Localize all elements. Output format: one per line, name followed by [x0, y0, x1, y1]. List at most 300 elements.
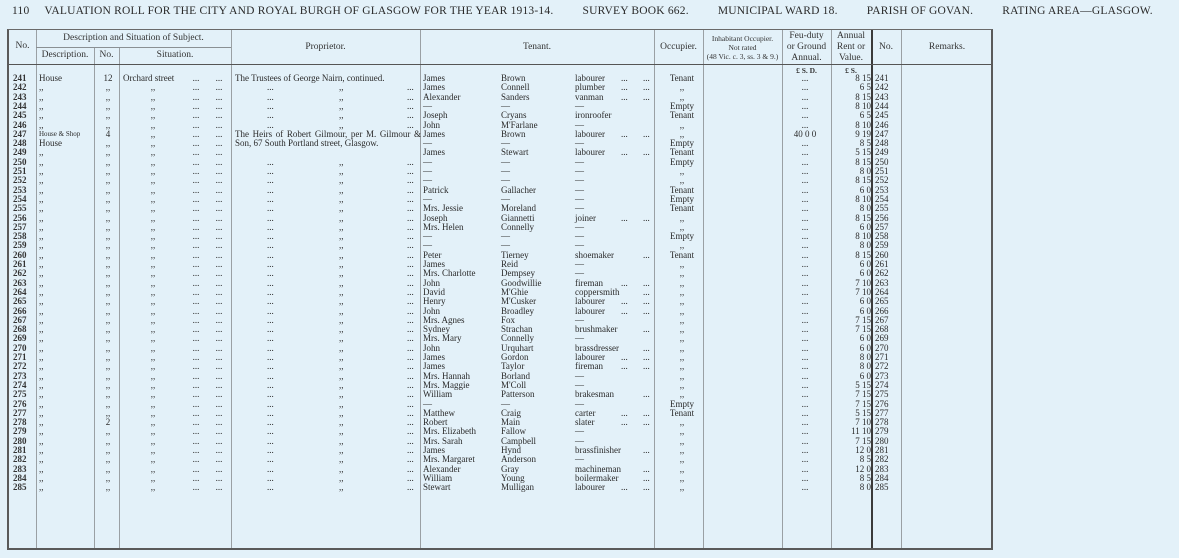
- dot-leader: ...: [643, 91, 650, 102]
- dot-leader: ...: [215, 296, 223, 307]
- dot-leader: ...: [215, 184, 223, 195]
- proprietor-ditto: ...: [267, 342, 274, 353]
- tenant-first-name: Mrs. Jessie: [423, 203, 463, 214]
- occupier-status: ,,: [679, 212, 685, 223]
- dot-leader: ...: [215, 472, 223, 483]
- header-occupier: Occupier.: [660, 42, 697, 52]
- tenant-occupation: —: [575, 314, 584, 325]
- dot-leader: ...: [192, 268, 200, 279]
- header-feu-line2: or Ground: [786, 42, 827, 52]
- proprietor-ditto: ...: [407, 259, 414, 269]
- tenant-first-name: Peter: [423, 249, 442, 260]
- description: ,,: [39, 417, 44, 428]
- row-number-right: 270: [875, 342, 889, 353]
- annual-rent: 8 0: [859, 352, 871, 362]
- proprietor-heirs-gilmour: The Heirs of Robert Gilmour, per M. Gilmour & Son, 67 South Portland street, Glasgow.: [235, 128, 421, 149]
- proprietor-ditto: ...: [407, 352, 414, 362]
- header-proprietor: Proprietor.: [305, 42, 346, 52]
- dot-leader: ...: [192, 240, 200, 251]
- proprietor-ditto: ...: [267, 175, 274, 186]
- dot-leader: ...: [621, 352, 628, 362]
- row-number: 255: [13, 203, 27, 214]
- dot-leader: ...: [621, 91, 628, 102]
- dot-leader: ...: [621, 277, 628, 288]
- row-number: 272: [13, 361, 27, 372]
- house-number: ,,: [105, 203, 111, 214]
- proprietor-ditto: ...: [407, 193, 414, 204]
- annual-rent: 5 15: [855, 147, 871, 158]
- feu-duty: ...: [801, 249, 809, 260]
- header-feu-duty: [782, 31, 831, 64]
- dot-leader: ...: [643, 324, 650, 335]
- house-number: ,,: [105, 463, 111, 474]
- description: ,,: [39, 175, 44, 186]
- situation: ,,: [150, 296, 156, 307]
- dot-leader: ...: [192, 333, 200, 344]
- row-number: 259: [13, 240, 27, 251]
- table-row: [9, 121, 991, 130]
- situation: ,,: [150, 426, 156, 437]
- house-number: ,,: [105, 82, 111, 93]
- house-number: ,,: [105, 175, 111, 186]
- situation: ,,: [150, 166, 156, 176]
- feu-duty: ...: [801, 454, 809, 465]
- table-row: [9, 241, 991, 250]
- header-rent-line3: Value.: [838, 53, 863, 63]
- proprietor-ditto: ,,: [339, 221, 344, 232]
- dot-leader: ...: [215, 193, 223, 204]
- tenant-occupation: labourer: [575, 305, 605, 316]
- dot-leader: ...: [192, 445, 200, 455]
- row-number-right: 267: [875, 314, 889, 325]
- proprietor-ditto: ,,: [339, 407, 344, 418]
- row-number: 275: [13, 389, 27, 400]
- tenant-first-name: James: [423, 352, 445, 362]
- tenant-first-name: Joseph: [423, 110, 448, 121]
- situation: ,,: [150, 184, 156, 195]
- proprietor-ditto: ...: [267, 156, 274, 167]
- row-number: 268: [13, 324, 27, 335]
- feu-duty: ...: [801, 175, 809, 186]
- row-number-right: 281: [875, 445, 889, 455]
- tenant-first-name: —: [423, 100, 432, 111]
- dot-leader: ...: [192, 128, 200, 139]
- proprietor-ditto: ...: [407, 407, 414, 418]
- tenant-occupation: —: [575, 398, 584, 409]
- situation: ,,: [150, 333, 156, 344]
- tenant-first-name: James: [423, 147, 445, 158]
- row-number: 276: [13, 398, 27, 409]
- proprietor-ditto: ,,: [339, 100, 344, 111]
- annual-rent: 7 10: [855, 417, 871, 428]
- dot-leader: ...: [215, 333, 223, 344]
- occupier-status: ,,: [679, 221, 685, 232]
- row-number: 261: [13, 259, 27, 269]
- tenant-occupation: brassdresser: [575, 342, 619, 353]
- description: ,,: [39, 249, 44, 260]
- row-number-right: 261: [875, 259, 889, 269]
- dot-leader: ...: [643, 296, 650, 307]
- tenant-occupation: coppersmith: [575, 286, 620, 297]
- tenant-first-name: Robert: [423, 417, 448, 428]
- row-number: 258: [13, 231, 27, 242]
- description: ,,: [39, 324, 44, 335]
- annual-rent: 7 15: [855, 389, 871, 400]
- annual-rent: 7 10: [855, 277, 871, 288]
- occupier-status: Tenant: [669, 249, 695, 260]
- row-number-right: 245: [875, 110, 889, 121]
- header-feu-line3: Annual.: [791, 53, 822, 63]
- tenant-first-name: James: [423, 128, 445, 139]
- dot-leader: ...: [192, 286, 200, 297]
- dot-leader: ...: [192, 119, 200, 130]
- dot-leader: ...: [192, 82, 200, 93]
- description: ,,: [39, 110, 44, 121]
- proprietor-ditto: ,,: [339, 277, 344, 288]
- dot-leader: ...: [192, 314, 200, 325]
- tenant-first-name: Joseph: [423, 212, 448, 223]
- tenant-surname: —: [501, 138, 510, 149]
- feu-duty: ...: [801, 156, 809, 167]
- tenant-first-name: —: [423, 193, 432, 204]
- annual-rent: 8 5: [859, 138, 871, 149]
- description: ,,: [39, 472, 44, 483]
- annual-rent: 6 0: [859, 333, 871, 344]
- description: House & Shop: [39, 129, 81, 138]
- row-number-right: 249: [875, 147, 889, 158]
- tenant-occupation: —: [575, 119, 584, 130]
- dot-leader: ...: [621, 407, 628, 418]
- dot-leader: ...: [192, 221, 200, 232]
- annual-rent: 5 15: [855, 407, 871, 418]
- proprietor-ditto: ...: [267, 82, 274, 93]
- description: ,,: [39, 454, 44, 465]
- situation: ,,: [150, 352, 156, 362]
- occupier-status: Tenant: [669, 203, 695, 214]
- situation: ,,: [150, 193, 156, 204]
- proprietor-ditto: ...: [407, 231, 414, 242]
- proprietor-ditto: ...: [407, 435, 414, 446]
- proprietor-ditto: ,,: [339, 333, 344, 344]
- situation: Orchard street: [123, 73, 175, 83]
- feu-duty: ...: [801, 268, 809, 279]
- tenant-surname: Gordon: [501, 352, 529, 362]
- dot-leader: ...: [643, 389, 650, 400]
- tenant-first-name: Mrs. Sarah: [423, 435, 463, 446]
- description: ,,: [39, 203, 44, 214]
- tenant-occupation: —: [575, 259, 584, 269]
- tenant-first-name: James: [423, 73, 445, 83]
- tenant-first-name: Alexander: [423, 91, 461, 102]
- dot-leader: ...: [192, 259, 200, 269]
- row-number: 282: [13, 454, 27, 465]
- dot-leader: ...: [192, 342, 200, 353]
- row-number-right: 263: [875, 277, 889, 288]
- tenant-first-name: —: [423, 175, 432, 186]
- table-row: [9, 483, 991, 492]
- dot-leader: ...: [192, 203, 200, 214]
- annual-rent: 7 15: [855, 435, 871, 446]
- situation: ,,: [150, 324, 156, 335]
- dot-leader: ...: [621, 212, 628, 223]
- tenant-occupation: labourer: [575, 128, 605, 139]
- annual-rent: 6 0: [859, 259, 871, 269]
- proprietor-ditto: ...: [267, 333, 274, 344]
- occupier-status: ,,: [679, 417, 685, 428]
- table-row: [9, 316, 991, 325]
- row-number-right: 242: [875, 82, 889, 93]
- dot-leader: ...: [192, 193, 200, 204]
- table-row: [9, 325, 991, 334]
- proprietor-ditto: ...: [267, 91, 274, 102]
- description: ,,: [39, 286, 44, 297]
- house-number: ,,: [105, 296, 111, 307]
- row-number: 265: [13, 296, 27, 307]
- header-annual-rent: [831, 31, 871, 64]
- row-number-right: 265: [875, 296, 889, 307]
- row-number: 257: [13, 221, 27, 232]
- proprietor-ditto: ...: [407, 314, 414, 325]
- feu-duty: ...: [801, 463, 809, 474]
- table-row: [9, 344, 991, 353]
- occupier-status: ,,: [679, 277, 685, 288]
- tenant-surname: Campbell: [501, 435, 536, 446]
- header-house-no: No.: [99, 50, 114, 60]
- dot-leader: ...: [215, 138, 223, 149]
- tenant-surname: —: [501, 100, 510, 111]
- tenant-surname: —: [501, 231, 510, 242]
- row-number-right: 241: [875, 73, 889, 83]
- dot-leader: ...: [215, 342, 223, 353]
- tenant-first-name: Mrs. Elizabeth: [423, 426, 476, 437]
- occupier-status: ,,: [679, 426, 685, 437]
- description: ,,: [39, 259, 44, 269]
- row-number-right: 282: [875, 454, 889, 465]
- house-number: ,,: [105, 370, 111, 381]
- house-number: ,,: [105, 472, 111, 483]
- header-inhabitant-line1: Inhabitant Occupier.: [711, 34, 774, 43]
- tenant-occupation: —: [575, 426, 584, 437]
- header-description: Description.: [41, 50, 89, 60]
- table-row: [9, 251, 991, 260]
- proprietor-ditto: ...: [267, 352, 274, 362]
- header-feu-line1: Feu-duty: [789, 31, 824, 41]
- occupier-status: ,,: [679, 296, 685, 307]
- proprietor-ditto: ...: [267, 379, 274, 390]
- dot-leader: ...: [215, 249, 223, 260]
- table-row: [9, 381, 991, 390]
- annual-rent: 8 15: [855, 91, 871, 102]
- occupier-status: ,,: [679, 435, 685, 446]
- dot-leader: ...: [192, 166, 200, 176]
- dot-leader: ...: [192, 184, 200, 195]
- table-row: [9, 260, 991, 269]
- table-row: [9, 269, 991, 278]
- house-number: ,,: [105, 305, 111, 316]
- proprietor-ditto: ...: [267, 417, 274, 428]
- row-number-right: 279: [875, 426, 889, 437]
- proprietor-ditto: ,,: [339, 426, 344, 437]
- proprietor-ditto: ...: [267, 100, 274, 111]
- house-number: ,,: [105, 212, 111, 223]
- tenant-occupation: plumber: [575, 82, 605, 93]
- tenant-first-name: James: [423, 361, 445, 372]
- dot-leader: ...: [192, 277, 200, 288]
- situation: ,,: [150, 286, 156, 297]
- feu-duty: ...: [801, 389, 809, 400]
- tenant-surname: Connelly: [501, 221, 534, 232]
- occupier-status: Tenant: [669, 184, 695, 195]
- description: House: [39, 138, 62, 149]
- proprietor-ditto: ,,: [339, 314, 344, 325]
- feu-duty: ...: [801, 82, 809, 93]
- annual-rent: 8 5: [859, 472, 871, 483]
- annual-rent: 6 0: [859, 342, 871, 353]
- table-row: [9, 204, 991, 213]
- row-number: 246: [13, 119, 27, 130]
- dot-leader: ...: [215, 352, 223, 362]
- description: ,,: [39, 296, 44, 307]
- house-number: ,,: [105, 240, 111, 251]
- proprietor-ditto: ,,: [339, 445, 344, 455]
- table-row: [9, 279, 991, 288]
- tenant-surname: Moreland: [501, 203, 536, 214]
- header-inhabitant-line3: (48 Vic. c. 3, ss. 3 & 9.): [706, 52, 779, 61]
- situation: ,,: [150, 389, 156, 400]
- dot-leader: ...: [192, 212, 200, 223]
- annual-rent: 8 10: [855, 193, 871, 204]
- header-remarks: Remarks.: [928, 42, 966, 52]
- tenant-surname: —: [501, 175, 510, 186]
- tenant-surname: Brown: [501, 128, 526, 139]
- description: ,,: [39, 352, 44, 362]
- tenant-first-name: —: [423, 138, 432, 149]
- feu-duty: ...: [801, 212, 809, 223]
- house-number: ,,: [105, 119, 111, 130]
- dot-leader: ...: [192, 73, 200, 83]
- row-number: 277: [13, 407, 27, 418]
- proprietor-ditto: ...: [407, 82, 414, 93]
- situation: ,,: [150, 342, 156, 353]
- description: ,,: [39, 156, 44, 167]
- tenant-first-name: Mrs. Mary: [423, 333, 462, 344]
- proprietor-ditto: ...: [267, 286, 274, 297]
- annual-rent: 8 0: [859, 203, 871, 214]
- feu-duty: ...: [801, 231, 809, 242]
- annual-rent: 6 0: [859, 221, 871, 232]
- tenant-occupation: —: [575, 333, 584, 344]
- row-number-right: 278: [875, 417, 889, 428]
- row-number-right: 253: [875, 184, 889, 195]
- header-divider: [9, 64, 991, 65]
- tenant-surname: —: [501, 193, 510, 204]
- description: ,,: [39, 342, 44, 353]
- proprietor-ditto: ...: [267, 314, 274, 325]
- row-number-right: 273: [875, 370, 889, 381]
- dot-leader: ...: [215, 91, 223, 102]
- feu-duty: ...: [801, 203, 809, 214]
- proprietor-trustees-nairn: The Trustees of George Nairn, continued.: [235, 73, 385, 83]
- table-row: [9, 446, 991, 455]
- table-row: [9, 139, 991, 148]
- proprietor-ditto: ...: [407, 472, 414, 483]
- feu-duty: ...: [801, 435, 809, 446]
- feu-duty: ...: [801, 352, 809, 362]
- house-number: ,,: [105, 333, 111, 344]
- description: ,,: [39, 268, 44, 279]
- tenant-surname: M'Ghie: [501, 286, 529, 297]
- dot-leader: ...: [215, 463, 223, 474]
- dot-leader: ...: [643, 417, 650, 428]
- dot-leader: ...: [215, 212, 223, 223]
- tenant-first-name: —: [423, 231, 432, 242]
- dot-leader: ...: [621, 417, 628, 428]
- proprietor-ditto: ...: [407, 389, 414, 400]
- table-row: [9, 232, 991, 241]
- tenant-occupation: boilermaker: [575, 472, 619, 483]
- tenant-first-name: —: [423, 156, 432, 167]
- row-number: 248: [13, 138, 27, 149]
- row-number-right: 283: [875, 463, 889, 474]
- annual-rent: 7 15: [855, 314, 871, 325]
- occupier-status: ,,: [679, 240, 685, 251]
- tenant-surname: Stewart: [501, 147, 529, 158]
- annual-rent: 12 0: [855, 463, 871, 474]
- tenant-occupation: —: [575, 231, 584, 242]
- proprietor-ditto: ...: [267, 193, 274, 204]
- proprietor-ditto: ...: [267, 268, 274, 279]
- feu-duty: ...: [801, 472, 809, 483]
- proprietor-ditto: ,,: [339, 175, 344, 186]
- dot-leader: ...: [621, 482, 628, 493]
- tenant-occupation: —: [575, 379, 584, 390]
- proprietor-ditto: ...: [407, 203, 414, 214]
- tenant-surname: —: [501, 166, 510, 176]
- feu-duty: ...: [801, 370, 809, 381]
- proprietor-ditto: ...: [267, 370, 274, 381]
- table-row: [9, 102, 991, 111]
- row-number-right: 246: [875, 119, 889, 130]
- feu-duty: ...: [801, 305, 809, 316]
- table-row: [9, 93, 991, 102]
- tenant-occupation: ironroofer: [575, 110, 612, 121]
- header-inhabitant-line2: Not rated: [728, 43, 757, 52]
- row-number-right: 248: [875, 138, 889, 149]
- situation: ,,: [150, 240, 156, 251]
- description: ,,: [39, 221, 44, 232]
- dot-leader: ...: [621, 73, 628, 83]
- situation: ,,: [150, 82, 156, 93]
- tenant-first-name: James: [423, 82, 445, 93]
- dot-leader: ...: [215, 361, 223, 372]
- feu-duty: ...: [801, 398, 809, 409]
- dot-leader: ...: [215, 398, 223, 409]
- annual-rent: 6 0: [859, 184, 871, 195]
- dot-leader: ...: [215, 231, 223, 242]
- table-row: [9, 455, 991, 464]
- row-number: 249: [13, 147, 27, 158]
- dot-leader: ...: [192, 147, 200, 158]
- proprietor-ditto: ,,: [339, 352, 344, 362]
- proprietor-ditto: ...: [407, 370, 414, 381]
- occupier-status: ,,: [679, 259, 685, 269]
- occupier-status: ,,: [679, 342, 685, 353]
- annual-rent: 6 5: [859, 110, 871, 121]
- tenant-surname: Gray: [501, 463, 519, 474]
- proprietor-ditto: ...: [267, 119, 274, 130]
- dot-leader: ...: [643, 305, 650, 316]
- tenant-surname: Hynd: [501, 445, 521, 455]
